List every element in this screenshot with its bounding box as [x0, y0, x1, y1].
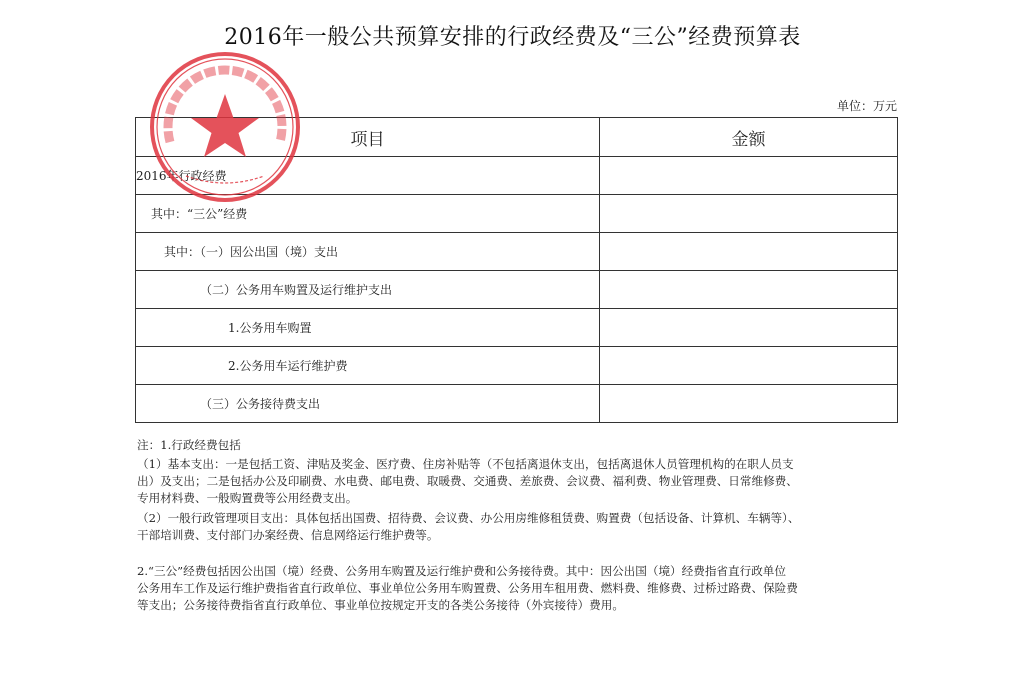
table-row — [136, 347, 898, 385]
notes-section — [137, 437, 897, 614]
row-label-text: 其中：“三公”经费 — [151, 207, 248, 221]
row-label-text: 1.公务用车购置 — [228, 321, 312, 335]
table-row — [136, 271, 898, 309]
row-amount — [600, 195, 898, 233]
row-label-text: 2016年行政经费 — [136, 169, 227, 183]
table-row — [136, 385, 898, 423]
row-label-text: （三）公务接待费支出 — [200, 397, 321, 411]
header-amount: 金额 — [600, 118, 898, 157]
row-label — [136, 195, 600, 233]
note-1-para-1-line-2: 出）及支出；二是包括办公及印刷费、水电费、邮电费、取暖费、交通费、差旅费、会议费、福利费、物业管理费、日常维修费、 — [137, 474, 798, 488]
table-row — [136, 157, 898, 195]
budget-table — [135, 117, 898, 423]
note-2-line-3: 等支出；公务接待费指省直行政单位、事业单位按规定开支的各类公务接待（外宾接待）费用。 — [137, 598, 624, 612]
row-amount — [600, 347, 898, 385]
row-label-text: （二）公务用车购置及运行维护支出 — [200, 283, 393, 297]
row-label — [136, 233, 600, 271]
note-2-line-2: 公务用车工作及运行维护费指省直行政单位、事业单位公务用车购置费、公务用车租用费、燃料费、维修费、过桥过路费、保险费 — [137, 581, 798, 595]
row-label — [136, 271, 600, 309]
note-1-para-1-line-1: （1）基本支出：一是包括工资、津贴及奖金、医疗费、住房补贴等（不包括离退休支出，包括离退休人员管理机构的在职人员支 — [137, 457, 794, 471]
row-label — [136, 157, 600, 195]
table-row — [136, 233, 898, 271]
unit-label: 单位：万元 — [836, 99, 897, 113]
table-header-row — [136, 118, 898, 157]
note-1-para-2-line-2: 干部培训费、支付部门办案经费、信息网络运行维护费等。 — [137, 528, 439, 542]
row-amount — [600, 157, 898, 195]
table-row — [136, 195, 898, 233]
note-1-para-1-line-3: 专用材料费、一般购置费等公用经费支出。 — [137, 491, 358, 505]
document-title: 2016年一般公共预算安排的行政经费及“三公”经费预算表 — [224, 25, 801, 50]
row-amount — [600, 309, 898, 347]
row-label — [136, 347, 600, 385]
row-amount — [600, 233, 898, 271]
note-1-title: 注：1.行政经费包括 — [137, 438, 241, 452]
row-label — [136, 385, 600, 423]
row-label — [136, 309, 600, 347]
row-label-text: 其中：（一）因公出国（境）支出 — [164, 245, 339, 259]
note-1-para-2-line-1: （2）一般行政管理项目支出：具体包括出国费、招待费、会议费、办公用房维修租赁费、购置费（包括设备、计算机、车辆等）、 — [137, 511, 800, 525]
table-row — [136, 309, 898, 347]
row-label-text: 2.公务用车运行维护费 — [228, 359, 348, 373]
note-2-line-1: 2.“三公”经费包括因公出国（境）经费、公务用车购置及运行维护费和公务接待费。其中：因公出国（境）经费指省直行政单位 — [137, 564, 786, 578]
header-item: 项目 — [136, 118, 600, 157]
row-amount — [600, 385, 898, 423]
row-amount — [600, 271, 898, 309]
